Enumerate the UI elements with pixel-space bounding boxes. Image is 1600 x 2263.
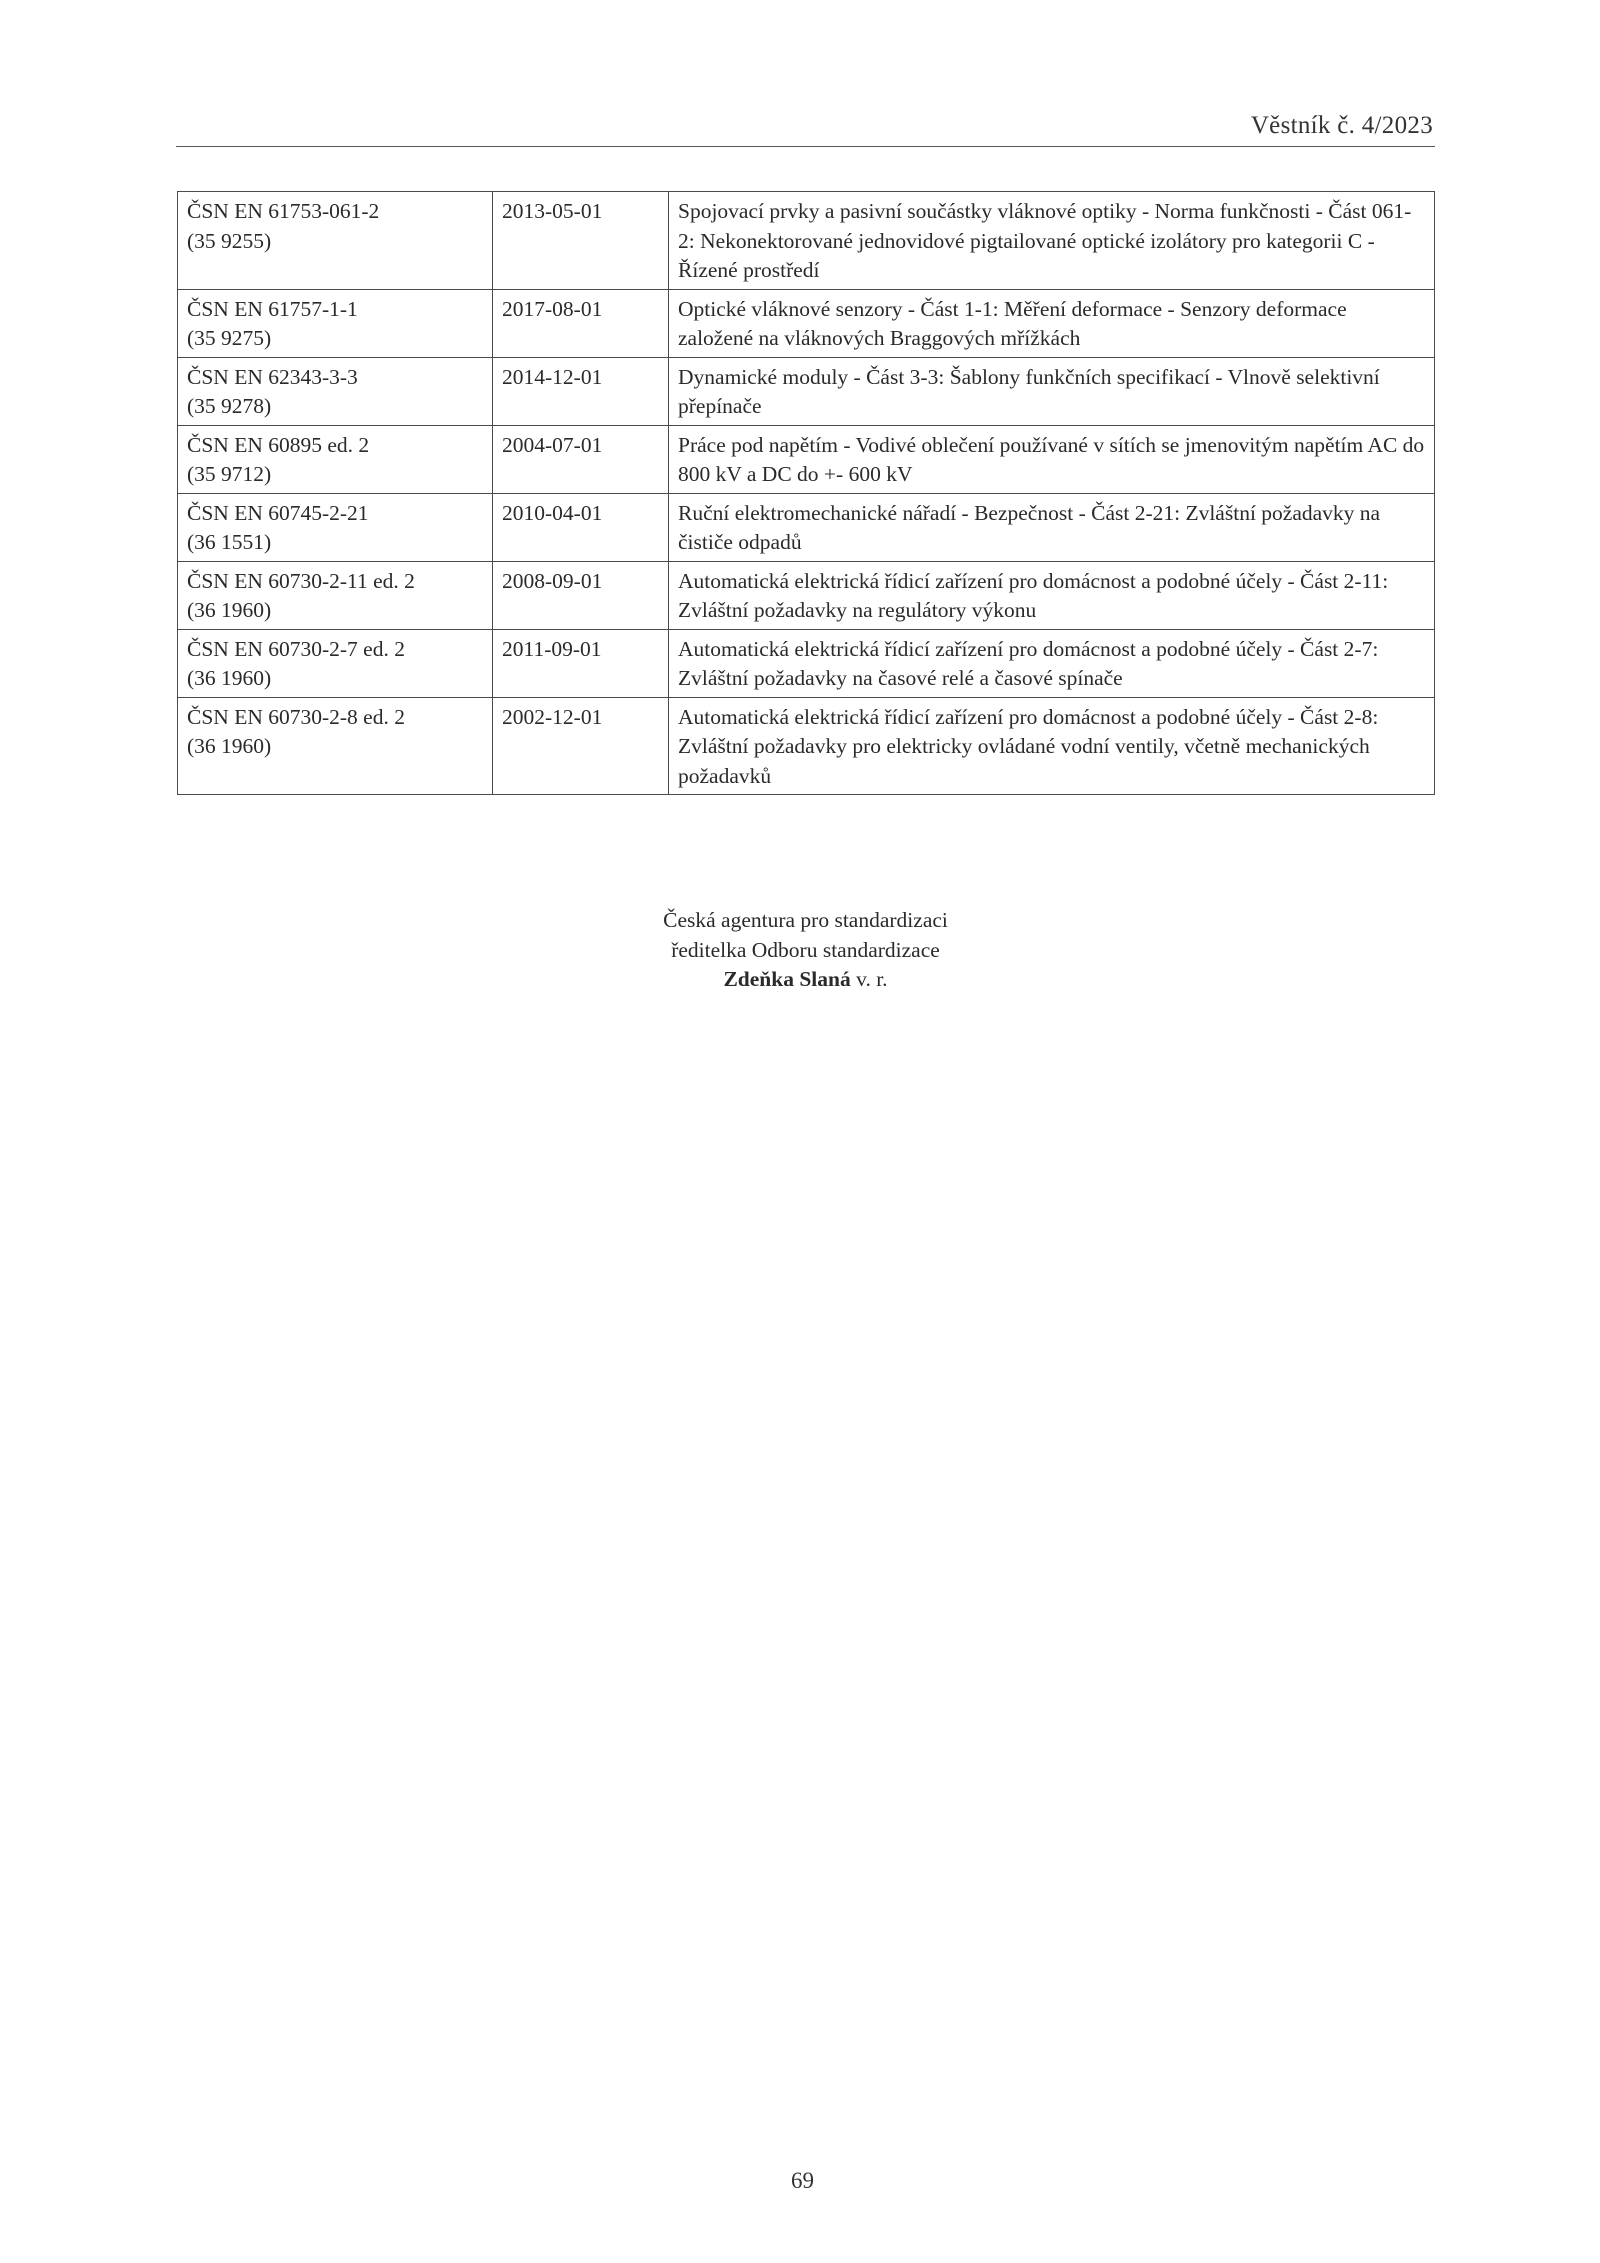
description-cell [669,493,1435,561]
date-cell: 2004-07-01 [493,425,669,493]
classification-number: (35 9275) [187,326,272,350]
standard-code: ČSN EN 60730-2-11 ed. 2 [187,568,415,593]
table-row [178,289,1435,357]
standard-code-cell [178,493,493,561]
table-row [178,697,1435,795]
description-cell [669,697,1435,795]
description-cell [669,425,1435,493]
standard-description: Práce pod napětím - Vodivé oblečení používané v sítích se jmenovitým napětím AC do 800 kV a DC do +- 600 kV [678,432,1425,486]
standard-code: ČSN EN 61753-061-2 [187,199,380,223]
bulletin-title: Věstník č. 4/2023 [1250,112,1433,139]
date-cell: 2010-04-01 [493,493,669,561]
description-cell [669,357,1435,425]
classification-number: (35 9712) [187,462,272,486]
standard-description: Dynamické moduly - Část 3-3: Šablony funkčních specifikací - Vlnově selektivní přepínače [678,364,1380,418]
table-row [178,192,1435,290]
standard-code: ČSN EN 60745-2-21 [187,500,369,525]
standards-table [177,191,1435,795]
standard-description: Optické vláknové senzory - Část 1-1: Měření deformace - Senzory deformace založené na vláknových Braggových mřížkách [678,296,1347,350]
organization-name: Česká agentura pro standardizaci [663,908,948,932]
classification-number: (35 9278) [187,394,272,418]
description-cell [669,561,1435,629]
standard-description: Ruční elektromechanické nářadí - Bezpečnost - Část 2-21: Zvláštní požadavky na čističe odpadů [678,500,1381,554]
table-row [178,561,1435,629]
standard-code-cell [178,192,493,290]
standard-description: Spojovací prvky a pasivní součástky vláknové optiky - Norma funkčnosti - Část 061-2: Nekonektorované jednovidové pigtailované optické izolátory pro kategorii C - Řízené prostředí [678,199,1412,282]
date-cell: 2008-09-01 [493,561,669,629]
standard-code-cell [178,561,493,629]
table-row [178,357,1435,425]
standard-code: ČSN EN 61757-1-1 [187,296,358,321]
standard-code: ČSN EN 60730-2-7 ed. 2 [187,636,405,661]
page-header [176,108,1435,147]
signatory-suffix: v. r. [850,967,888,991]
date-cell: 2014-12-01 [493,357,669,425]
standard-description: Automatická elektrická řídicí zařízení pro domácnost a podobné účely - Část 2-7: Zvláštní požadavky na časové relé a časové spínače [678,636,1379,690]
standard-description: Automatická elektrická řídicí zařízení pro domácnost a podobné účely - Část 2-8: Zvláštní požadavky pro elektricky ovládané vodní ventily, včetně mechanických požadavků [678,704,1379,788]
date-cell: 2013-05-01 [493,192,669,290]
signature-block [0,906,1600,995]
signatory-line [0,965,1600,995]
standard-code-cell [178,289,493,357]
classification-number: (36 1960) [187,666,272,690]
description-cell [669,289,1435,357]
table-row [178,629,1435,697]
standard-code: ČSN EN 60730-2-8 ed. 2 [187,704,405,729]
signatory-name: Zdeňka Slaná [723,967,851,991]
standard-code: ČSN EN 60895 ed. 2 [187,432,370,457]
date-cell: 2011-09-01 [493,629,669,697]
standard-code-cell [178,425,493,493]
classification-number: (35 9255) [187,228,272,253]
table-row [178,425,1435,493]
standard-code-cell [178,629,493,697]
classification-number: (36 1551) [187,530,272,554]
signatory-position: ředitelka Odboru standardizace [671,937,940,962]
date-cell: 2002-12-01 [493,697,669,795]
standard-code-cell [178,697,493,795]
page-number: 69 [791,2168,814,2193]
standard-code: ČSN EN 62343-3-3 [187,364,358,389]
classification-number: (36 1960) [187,734,272,758]
standard-code-cell [178,357,493,425]
table-row [178,493,1435,561]
standard-description: Automatická elektrická řídicí zařízení pro domácnost a podobné účely - Část 2-11: Zvláštní požadavky na regulátory výkonu [678,568,1389,622]
classification-number: (36 1960) [187,598,272,622]
description-cell [669,192,1435,290]
date-cell: 2017-08-01 [493,289,669,357]
description-cell [669,629,1435,697]
